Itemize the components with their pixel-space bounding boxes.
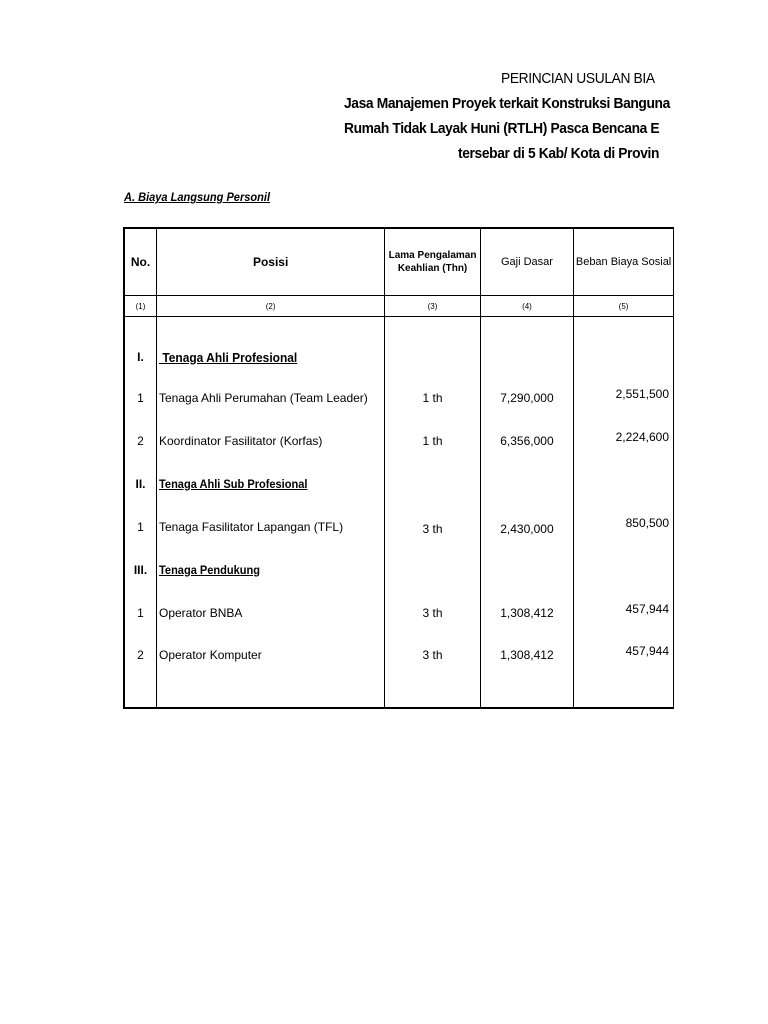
- row-lama: 3 th: [385, 634, 480, 676]
- col-number: (3): [385, 296, 480, 317]
- col-header-no: No.: [124, 228, 157, 296]
- col-header-gaji: Gaji Dasar: [480, 228, 573, 296]
- row-number: 1: [124, 505, 157, 548]
- table-row: [124, 591, 674, 634]
- row-posisi: Operator BNBA: [157, 591, 385, 634]
- row-posisi: Tenaga Fasilitator Lapangan (TFL): [157, 505, 385, 548]
- group-row: [124, 462, 674, 505]
- row-posisi: Tenaga Ahli Perumahan (Team Leader): [157, 377, 385, 419]
- table-row: [124, 505, 674, 548]
- row-beban: 850,500: [625, 515, 669, 530]
- row-beban: 457,944: [625, 601, 669, 616]
- row-lama: 1 th: [385, 419, 480, 462]
- doc-subtitle-line-1: Jasa Manajemen Proyek terkait Konstruksi Banguna: [344, 95, 670, 112]
- group-row: [124, 548, 674, 591]
- row-number: 2: [124, 419, 157, 462]
- doc-subtitle-line-2: Rumah Tidak Layak Huni (RTLH) Pasca Bencana E: [344, 120, 660, 137]
- row-number: 1: [124, 377, 157, 419]
- section-heading: A. Biaya Langsung Personil: [124, 190, 271, 204]
- doc-subtitle-line-3: tersebar di 5 Kab/ Kota di Provin: [458, 145, 660, 162]
- col-header-posisi: Posisi: [157, 228, 385, 296]
- row-gaji: 1,308,412: [480, 634, 573, 676]
- group-number: I.: [124, 337, 157, 377]
- row-posisi: Koordinator Fasilitator (Korfas): [157, 419, 385, 462]
- table-row: [124, 419, 674, 462]
- row-beban: 2,224,600: [615, 429, 669, 444]
- col-number: (2): [157, 296, 385, 317]
- col-number: (1): [124, 296, 157, 317]
- row-gaji: 2,430,000: [500, 521, 554, 536]
- group-label: Tenaga Ahli Profesional: [159, 349, 298, 365]
- row-lama: 1 th: [385, 377, 480, 419]
- row-number: 1: [124, 591, 157, 634]
- table-header-row: [124, 228, 674, 296]
- col-number: (5): [574, 296, 674, 317]
- row-lama: 3 th: [422, 521, 443, 536]
- table-row: [124, 377, 674, 419]
- row-gaji: 6,356,000: [480, 419, 573, 462]
- group-row: [124, 337, 674, 377]
- cost-table: [123, 227, 674, 709]
- row-beban: 457,944: [625, 644, 669, 658]
- row-gaji: 1,308,412: [480, 591, 573, 634]
- row-lama: 3 th: [385, 591, 480, 634]
- row-posisi: Operator Komputer: [157, 634, 385, 676]
- col-header-beban: Beban Biaya Sosial: [574, 228, 674, 296]
- group-number: III.: [124, 548, 157, 591]
- row-number: 2: [124, 634, 157, 676]
- column-number-row: [124, 296, 674, 317]
- group-number: II.: [124, 462, 157, 505]
- col-header-lama: Lama Pengalaman Keahlian (Thn): [385, 228, 480, 296]
- table-row: [124, 634, 674, 676]
- group-label: Tenaga Pendukung: [159, 562, 261, 577]
- group-label: Tenaga Ahli Sub Profesional: [159, 476, 308, 491]
- row-gaji: 7,290,000: [480, 377, 573, 419]
- col-number: (4): [480, 296, 573, 317]
- doc-title: PERINCIAN USULAN BIA: [501, 70, 655, 87]
- row-beban: 2,551,500: [615, 387, 669, 401]
